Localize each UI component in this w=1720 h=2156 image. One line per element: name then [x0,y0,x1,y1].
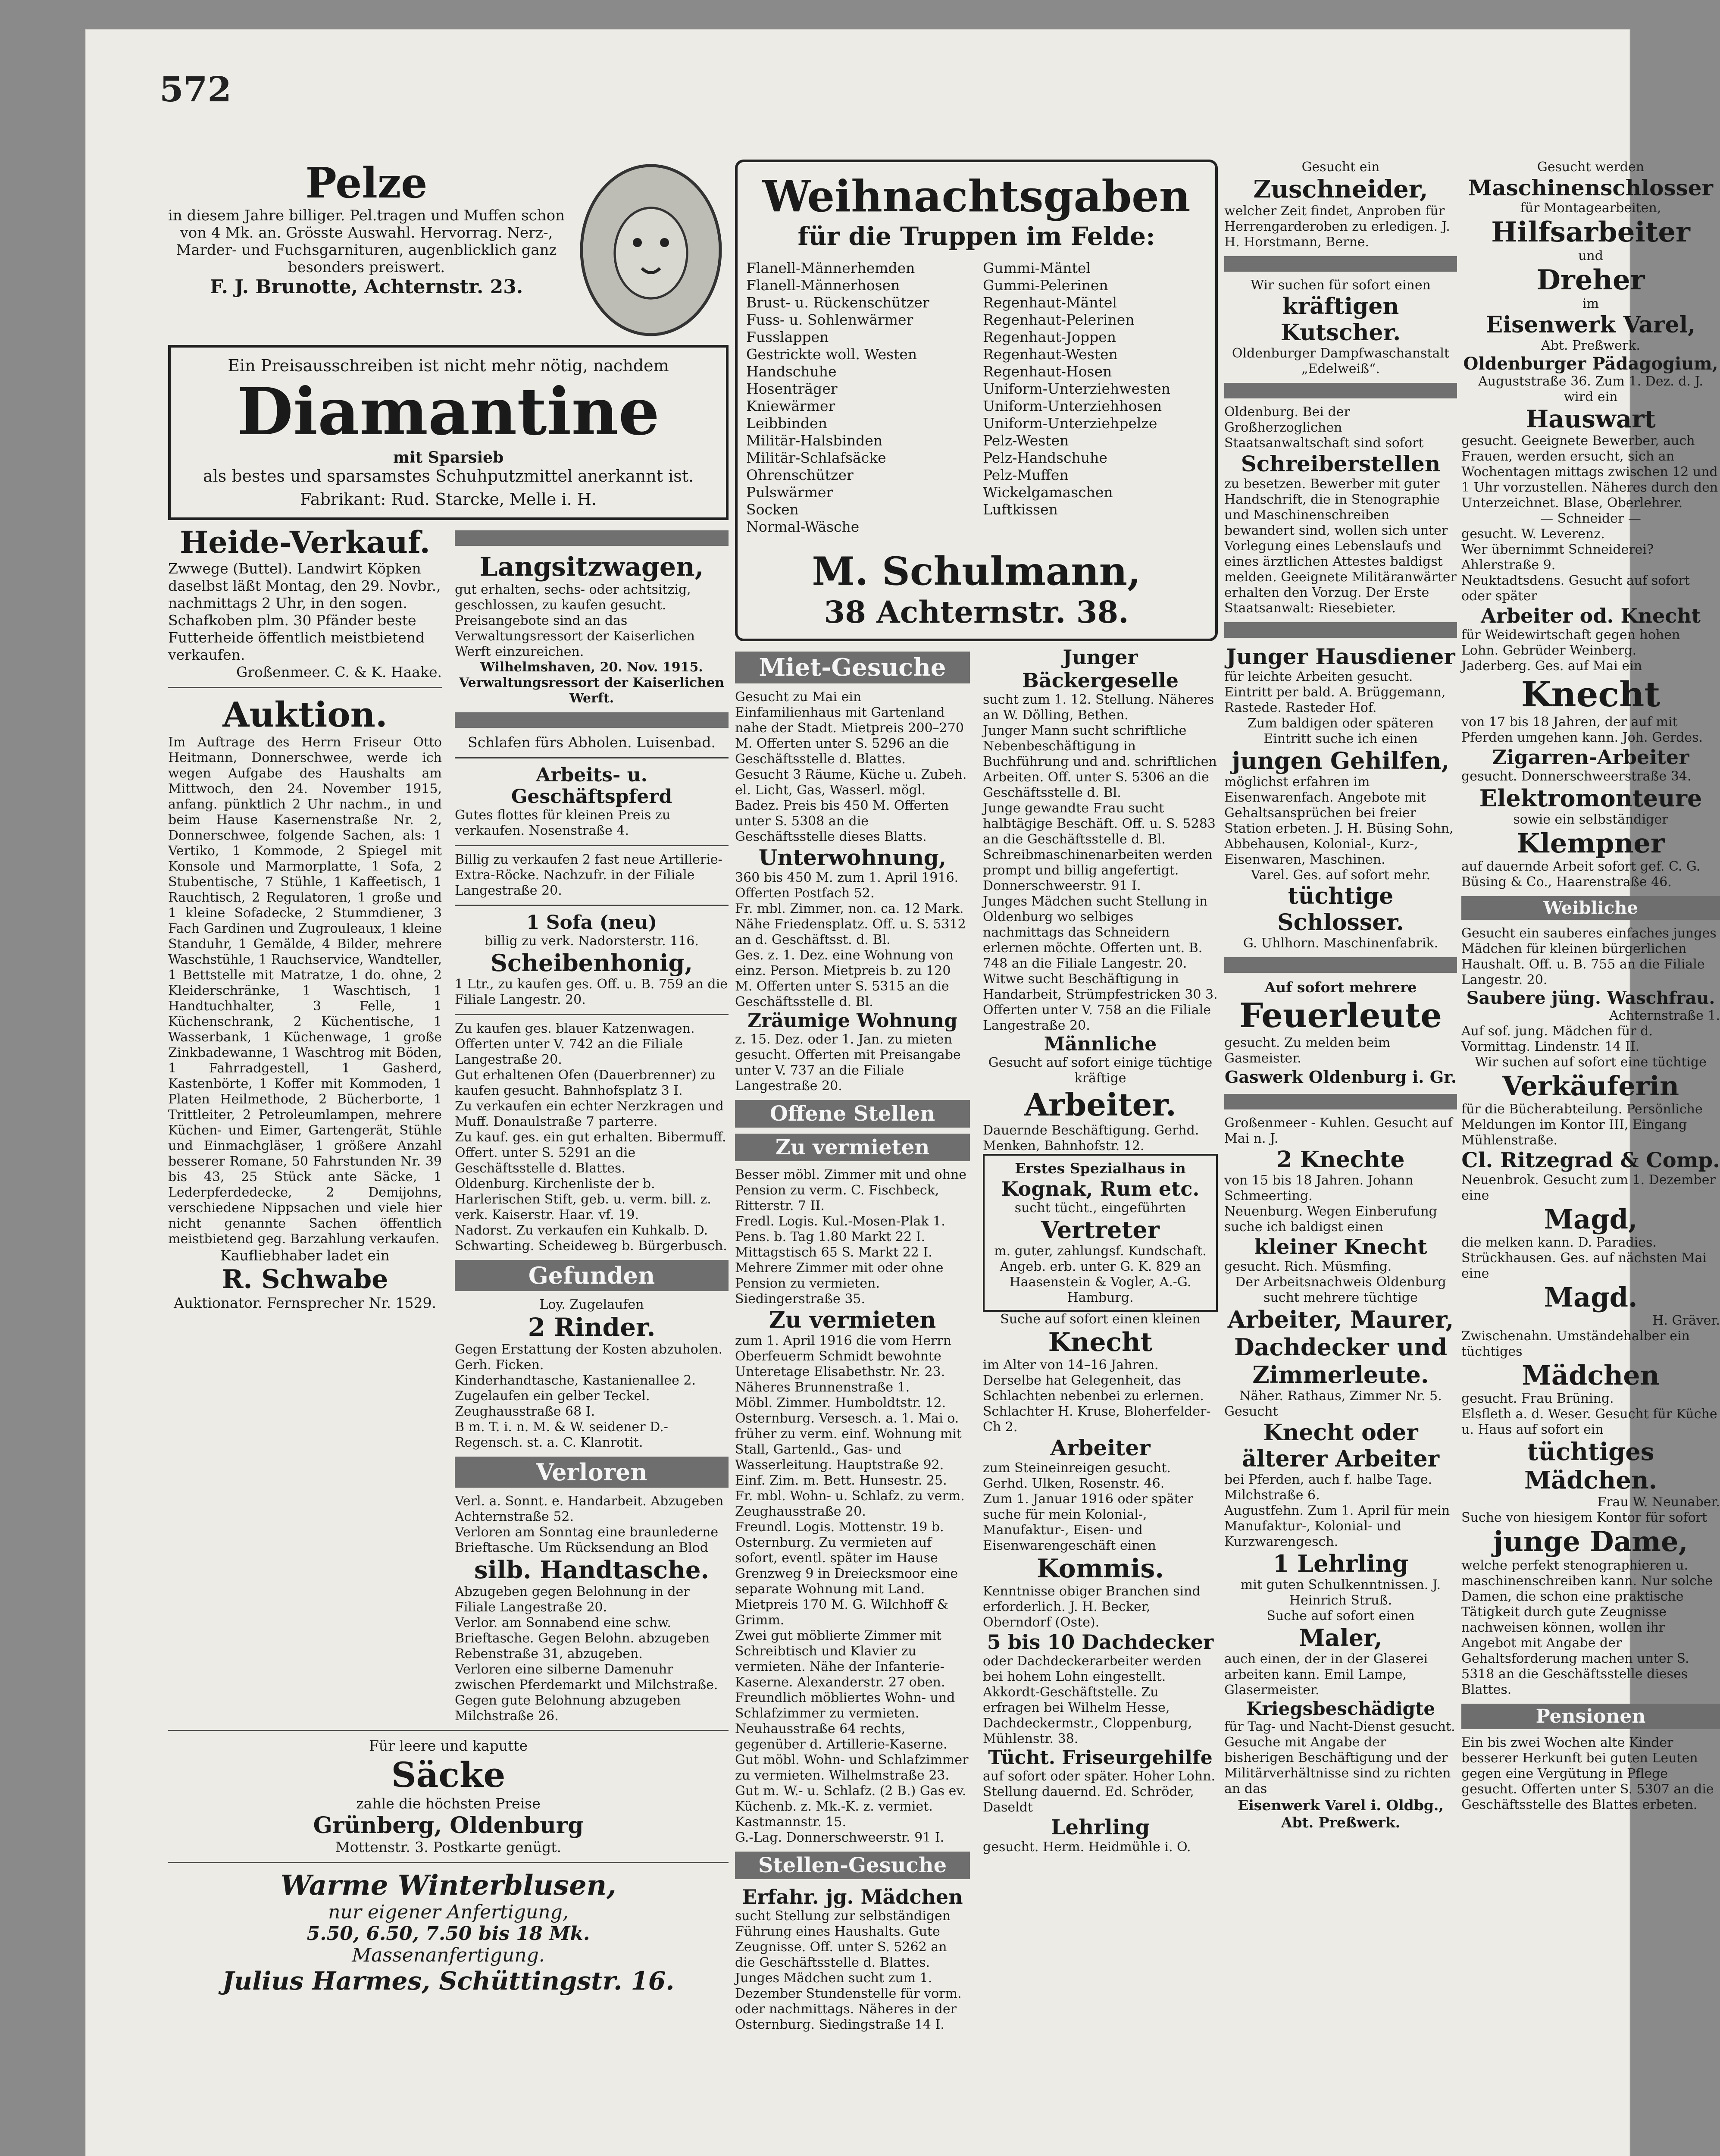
hauswart-title: Hauswart [1526,405,1656,433]
column-2b [983,646,1218,2033]
weibliche-heading: Weibliche [1461,896,1720,920]
verm-ad-7: Einf. Zim. m. Bett. Hunsestr. 25. [735,1473,947,1488]
miet-ad-2: Gesucht 3 Räume, Küche u. Zubeh. el. Licht, Gas, Wasserl. mögl. Badez. Preis bis 450 M. Offerten unter S. 5308 an die Geschäftsstelle dieses Blatts. [735,767,967,844]
weihnacht-list-item: Fuss- u. Sohlenwärmer [746,311,913,328]
verk-text: für die Bücherabteilung. Persönliche Meldungen im Kontor III, Eingang Mühlenstraße. [1461,1102,1703,1148]
maedchen-title: Mädchen [1522,1360,1660,1391]
zigarren-text: gesucht. Donnerschweerstraße 34. [1461,769,1692,784]
kognak-title: Kognak, Rum etc. [1001,1177,1200,1200]
misc-ad-8: Kinderhandtasche, Kastanienallee 2. [455,1373,696,1388]
column-1 [168,160,729,2156]
lehrling-text: mit guten Schulkenntnissen. J. Heinrich Struß. [1240,1577,1441,1608]
hauswart-text: gesucht. Geeignete Bewerber, auch Frauen, werden ersucht, sich an Wochentagen mittags zwischen 12 und 1 Uhr vorzustellen. Näheres durch den Unterzeichnet. Blase, Oberlehrer. [1461,433,1718,511]
weihnacht-title: Weihnachtsgaben [762,171,1191,222]
knecht-text: von 17 bis 18 Jahren, der auf mit Pferden umgehen kann. Joh. Gerdes. [1461,714,1703,745]
verm-ad-4: zum 1. April 1916 die vom Herrn Oberfeuerm Schmidt bewohnte Unteretage Elisabethstr. Nr. 23. Näheres Brunnenstraße 1. [735,1333,952,1395]
paed-text: Auguststraße 36. Zum 1. Dez. d. J. wird ein [1478,374,1703,404]
masch-text2: im [1582,296,1599,311]
column-1a [168,524,442,1724]
schneider-text: gesucht. W. Leverenz. [1461,526,1605,542]
weihnacht-list-item: Wickelgamaschen [983,484,1113,501]
weihnacht-list-item: Flanell-Männerhosen [746,277,900,294]
hilfs-title: Hilfsarbeiter [1491,216,1690,248]
schreib-ad: Schreibmaschinenarbeiten werden prompt und billig angefertigt. Donnerschweerstr. 91 I. [983,847,1213,893]
rinder-intro: Loy. Zugelaufen [539,1297,644,1312]
bluse-line1: nur eigener Anfertigung, [328,1901,569,1923]
diamantine-text: als bestes und sparsamstes Schuhputzmittel anerkannt ist. [203,467,694,486]
misc-ad-14: Verlor. am Sonnabend eine schw. Brieftasche. Gegen Belohn. abzugeben Rebenstraße 31, abzugeben. [455,1615,710,1661]
unterwohnung-text: 360 bis 450 M. zum 1. April 1916. Offerten Postfach 52. [735,870,959,901]
pferd-title: Arbeits- u. Geschäftspferd [511,764,672,808]
weihnacht-list-item: Regenhaut-Westen [983,346,1118,363]
maurer-text: Näher. Rathaus, Zimmer Nr. 5. [1239,1388,1442,1404]
misc-ad-7: Nadorst. Zu verkaufen ein Kuhkalb. D. Schwarting. Scheideweg b. Bürgerbusch. [455,1223,727,1253]
weihnacht-list-item: Regenhaut-Joppen [983,329,1116,345]
verloren-heading: Verloren [455,1457,729,1488]
arbeiter-knecht-text: für Weidewirtschaft gegen hohen Lohn. Gebrüder Weinberg. [1461,627,1680,658]
miet-ad-3: Fr. mbl. Zimmer, non. ca. 12 Mark. Nähe Friedensplatz. Off. u. S. 5312 an d. Geschäftsst. d. Bl. [735,901,966,947]
witwe-ad: Witwe sucht Beschäftigung in Handarbeit, Strümpfestricken 30 3. Offerten unter V. 758 an die Filiale Langestraße 20. [983,971,1218,1033]
misc-ad-4: Zu verkaufen ein echter Nerzkragen und Muff. Donaulstraße 7 parterre. [455,1099,724,1129]
weihnacht-right-list [983,260,1207,536]
dame-title: junge Dame, [1493,1526,1688,1558]
verm-ad-2: Fredl. Logis. Kul.-Mosen-Plak 1. Pens. b. Tag 1.80 Markt 22 I. Mittagstisch 65 S. Markt 22 I. [735,1214,945,1260]
lion-head-illustration [573,160,729,341]
weihnacht-list-item: Militär-Halsbinden [746,432,883,449]
column-1b [455,524,729,1724]
stellen-gesuche-heading: Stellen-Gesuche [735,1852,970,1879]
kutscher-intro: Wir suchen für sofort einen [1251,278,1431,293]
masch-title: Maschinenschlosser [1468,175,1713,201]
gehilfe-intro: Zum baldigen oder späteren Eintritt suche ich einen [1247,716,1434,746]
knecht-intro: Suche auf sofort einen kleinen [1000,1312,1201,1327]
pelze-title: Pelze [305,159,428,207]
klempner-title: Klempner [1517,827,1665,859]
heide-text: Zwwege (Buttel). Landwirt Köpken daselbst läßt Montag, den 29. Novbr., nachmittags 2 Uhr, in den sogen. Schafkoben plm. 30 Pfänder beste Futterheide öffentlich meistbietend verkaufen. [168,560,441,663]
misc-ad-1: Billig zu verkaufen 2 fast neue Artillerie-Extra-Röcke. Nachzufr. in der Filiale Langestraße 20. [455,852,722,898]
gefunden-heading: Gefunden [455,1260,729,1291]
unterwohnung-title: Unterwohnung, [758,845,947,870]
dreher-title: Dreher [1536,264,1645,296]
dachdecker-title: 5 bis 10 Dachdecker [987,1630,1214,1654]
weihnacht-list-item: Militär-Schlafsäcke [746,449,886,466]
weihnacht-list-item: Normal-Wäsche [746,518,860,535]
verm-ad-11: Zwei gut möblierte Zimmer mit Schreibtisch und Klavier zu vermieten. Nähe der Infanterie-Kaserne. Alexanderstr. 27 oben. [735,1628,945,1690]
feuer-intro: Auf sofort mehrere [1264,979,1417,996]
pension-text: Ein bis zwei Wochen alte Kinder besserer Herkunft bei guten Leuten gegen eine Vergütung in Pflege gesucht. Offerten unter S. 5307 an die Geschäftsstelle des Blattes erbeten. [1461,1735,1714,1812]
verk-title: Verkäuferin [1502,1070,1679,1102]
weihnacht-list-item: Pulswärmer [746,484,833,501]
vermieten-heading: Zu vermieten [735,1134,970,1161]
kognak-intro: Erstes Spezialhaus in [1015,1160,1186,1177]
weib-ad-1: Gesucht ein sauberes einfaches junges Mädchen für kleinen bürgerlichen Haushalt. Off. u. B. 755 an die Filiale Langestr. 20. [1461,926,1717,987]
miet-ad-4: Ges. z. 1. Dez. eine Wohnung von einz. Person. Mietpreis b. zu 120 M. Offerten unter S. 5315 an die Geschäftsstelle d. Bl. [735,948,954,1009]
raeumig-text: z. 15. Dez. oder 1. Jan. zu mieten gesucht. Offerten mit Preisangabe unter V. 737 an die Filiale Langestraße 20. [735,1032,961,1094]
kutscher-title: kräftigen Kutscher. [1280,293,1401,346]
feuer-text: gesucht. Zu melden beim Gasmeister. [1224,1035,1391,1066]
verm-title: Zu vermieten [769,1307,936,1333]
saecke-title: Säcke [391,1755,506,1795]
lehrling-text: gesucht. Herm. Heidmühle i. O. [983,1839,1191,1855]
knecht3-intro: Gesucht [1224,1404,1278,1419]
arbeiter2-text: zum Steineinreigen gesucht. Gerhd. Ulken, Rosenstr. 46. [983,1460,1171,1491]
dachdecker-text: oder Dachdeckerarbeiter werden bei hohem Lohn eingestellt. Akkordt-Geschäftstelle. Zu erfragen bei Wilhelm Hesse, Dachdeckermstr., Cloppenburg, Mühlenstr. 38. [983,1654,1202,1746]
newspaper-page [86,30,1720,2156]
tuecht-intro: Elsfleth a. d. Weser. Gesucht für Küche u. Haus auf sofort ein [1461,1407,1717,1437]
maedchen-text: gesucht. Frau Brüning. [1461,1391,1614,1406]
waschfrau-title: Saubere jüng. Waschfrau. [1466,988,1715,1008]
weihnacht-list-item: Handschuhe [746,363,837,380]
magd2-title: Magd. [1544,1282,1638,1313]
weihnacht-list-item: Regenhaut-Hosen [983,363,1112,380]
weihnacht-list-item: Gestrickte woll. Westen [746,346,917,363]
diamantine-ad [168,345,729,520]
verm-ad-3: Mehrere Zimmer mit oder ohne Pension zu vermieten. Siedingerstraße 35. [735,1260,944,1307]
auktion-text: Im Auftrage des Herrn Friseur Otto Heitmann, Donnerschwee, werde ich wegen Aufgabe des Haushalts am Mittwoch, den 24. November 1915, anfang. pünktlich 2 Uhr nachm., in und beim Hause Kasernenstraße Nr. 2, Donnerschwee, folgende Sachen, als: 1 Vertiko, 1 Kommode, 2 Spiegel mit Konsole und Marmorplatte, 1 Sofa, 2 Stubentische, 7 Stühle, 1 Kaffeetisch, 1 Rauchtisch, 2 Regulatoren, 1 große und 1 kleine Sofadecke, 2 Stummdiener, 3 Fach Gardinen und Zugrouleaux, 1 kleine Standuhr, 1 Gemälde, 4 Bilder, mehrere Waschstühle, 1 Rauchservice, Wandteller, 1 Bettstelle mit Matratze, 1 do. ohne, 2 Kleiderschränke, 1 Waschtisch, 1 Handtuchhalter, 3 Felle, 1 Küchenschrank, 2 Küchentische, 1 Wasserbank, 1 Küchenwage, 1 große Zinkbadewanne, 1 Waschtrog mit Böden, 1 Fahrradgestell, 1 Gasherd, Kastenbörte, 1 Koffer mit Kommoden, 1 Platen Heilmethode, 2 Bücherborte, 1 Trittleiter, 2 Petroleumlampen, mehrere Küchen- und Eimer, Gartengerät, Stühle und Einmachgläser, 1 größere Anzahl besserer Romane, 50 Fahrstunden Nr. 39 bis 43, 25 Stück ante Säcke, 1 Lederpferdedecke, 2 Demijohns, verschiedene Nippsachen und viele hier nicht genannte Sachen öffentlich meistbietend geg. Barzahlung verkaufen. [168,735,442,1247]
magd-title: Magd, [1544,1203,1638,1235]
weihnacht-ad [735,160,1218,641]
auktion-sign2: Auktionator. Fernsprecher Nr. 1529. [174,1294,436,1311]
weihnacht-address: 38 Achternstr. 38. [824,594,1129,630]
schlafen-ad: Schlafen fürs Abholen. Luisenbad. [468,734,716,751]
honig-text: 1 Ltr., zu kaufen ges. Off. u. B. 759 an die Filiale Langestr. 20. [455,977,728,1007]
weihnacht-list-item: Pelz-Handschuhe [983,449,1107,466]
verm-ad-5: Möbl. Zimmer. Humboldtstr. 12. [735,1395,946,1410]
arbeiter2-title: Arbeiter [1050,1435,1151,1460]
kognak-text: sucht tücht., eingeführten [1014,1200,1186,1216]
friseur-text: auf sofort oder später. Hoher Lohn. Stellung dauernd. Ed. Schröder, Daseldt [983,1769,1216,1815]
misc-ad-5: Zu kauf. ges. ein gut erhalten. Bibermuff. Offert. unter S. 5291 an die Geschäftsstelle d. Blattes. [455,1130,726,1176]
miet-heading: Miet-Gesuche [735,652,970,683]
schneider-ad-2: Wer übernimmt Schneiderei? Ahlerstraße 9. [1461,542,1654,573]
lehrling-intro: Augustfehn. Zum 1. April für mein Manufaktur-, Kolonial- und Kurzwarengesch. [1224,1503,1450,1549]
kriegs-title: Kriegsbeschädigte [1246,1698,1435,1719]
weihnacht-list-item: Socken [746,501,799,518]
column-3 [1224,160,1457,2156]
weihnacht-list-item: Uniform-Unterziehwesten [983,380,1171,397]
weihnacht-list-item: Leibbinden [746,415,827,432]
kommis-text: Kenntnisse obiger Branchen sind erforderlich. J. H. Becker, Oberndorf (Oste). [983,1584,1201,1630]
diamantine-intro: Ein Preisausschreiben ist nicht mehr nötig, nachdem [228,356,669,375]
verk-intro: Wir suchen auf sofort eine tüchtige [1475,1055,1707,1070]
weihnacht-firm: M. Schulmann, [812,548,1141,594]
kl-knecht-intro: Neuenburg. Wegen Einberufung suche ich baldigst einen [1224,1204,1437,1235]
weihnacht-list-item: Hosenträger [746,380,838,397]
und-text: und [1578,248,1603,263]
magd2-intro: Strückhausen. Ges. auf nächsten Mai eine [1461,1250,1707,1281]
feuer-firm: Gaswerk Oldenburg i. Gr. [1225,1067,1457,1087]
hausdiener-text: für leichte Arbeiten gesucht. Eintritt per bald. A. Brüggemann, Rastede. Rasteder Hof. [1224,669,1446,715]
schlosser-title: tüchtige Schlosser. [1277,883,1404,936]
weihnacht-list-item: Uniform-Unterziehhosen [983,398,1162,414]
weihnacht-list-item: Regenhaut-Pelerinen [983,311,1135,328]
miet-ad-1: Gesucht zu Mai ein Einfamilienhaus mit Gartenland nahe der Stadt. Mietpreis 200–270 M. Offerten unter S. 5296 an die Geschäftsstelle d. Blattes. [735,689,964,767]
knechte-title: 2 Knechte [1276,1147,1405,1173]
paed-title: Oldenburger Pädagogium, [1463,354,1718,374]
weihnacht-list-item: Flanell-Männerhemden [746,260,915,276]
misc-ad-9: Zugelaufen ein gelber Teckel. Zeughausstraße 68 I. [455,1388,650,1419]
arbeitsnachweis-intro: Der Arbeitsnachweis Oldenburg sucht mehrere tüchtige [1235,1275,1446,1305]
schneider-heading: — Schneider — [1540,511,1641,526]
magd-text: die melken kann. D. Paradies. [1461,1235,1657,1250]
weihnacht-list-item: Uniform-Unterziehpelze [983,415,1157,432]
saecke-firm: Grünberg, Oldenburg [313,1812,584,1839]
knecht3-text: bei Pferden, auch f. halbe Tage. Milchstraße 6. [1224,1472,1432,1503]
kognak-ad [983,1154,1218,1312]
lehrling-title: Lehrling [1051,1815,1150,1839]
pelze-text: in diesem Jahre billiger. Pel.tragen und Muffen schon von 4 Mk. an. Grösste Auswahl. Hervorrag. Nerz-, Marder- und Fuchsgarnituren, augenblicklich ganz besonders preiswert. [168,207,565,276]
raeumig-title: Zräumige Wohnung [747,1010,958,1032]
dame-intro: Suche von hiesigem Kontor für sofort [1461,1510,1707,1525]
weihnacht-list-item: Brust- u. Rückenschützer [746,294,929,311]
page-number: 572 [159,69,231,110]
misc-ad-6: Oldenburg. Kirchenliste der b. Harlerischen Stift, geb. u. verm. bill. z. verk. Kaiserstr. Haar. vf. 19. [455,1176,711,1222]
kutscher-text: Oldenburger Dampfwaschanstalt „Edelweiß“. [1232,346,1450,376]
elektro-title: Elektromonteure [1479,784,1702,812]
rinder-title: 2 Rinder. [528,1313,656,1342]
varel-text: Abt. Preßwerk. [1541,338,1640,353]
verm-ad-14: Gut m. W.- u. Schlafz. (2 B.) Gas ev. Küchenb. z. Mk.-K. z. vermiet. Kastmannstr. 15. [735,1783,966,1830]
frau-ad: Junge gewandte Frau sucht halbtägige Beschäft. Off. u. S. 5283 an die Geschäftsstelle d. Bl. [983,801,1216,847]
pferd-text: Gutes flottes für kleinen Preis zu verkaufen. Nosenstraße 4. [455,808,671,838]
misc-ad-12: Verloren am Sonntag eine braunlederne Brieftasche. Um Rücksendung an Blod [455,1525,719,1555]
klempner-text: auf dauernde Arbeit sofort gef. C. G. Büsing & Co., Haarenstraße 46. [1461,859,1701,890]
auktion-sign1: Kaufliebhaber ladet ein [220,1247,390,1264]
gehilfe-title: jungen Gehilfen, [1232,747,1450,774]
friseur-title: Tücht. Friseurgehilfe [988,1747,1213,1769]
bluse-firm: Julius Harmes, Schüttingstr. 16. [222,1966,675,1996]
bluse-title: Warme Winterblusen, [280,1869,616,1902]
rinder-text: Gegen Erstattung der Kosten abzuholen. Gerh. Ficken. [455,1342,722,1373]
schlosser-intro: Varel. Ges. auf sofort mehr. [1251,868,1431,883]
masch-intro: Gesucht werden [1537,160,1645,175]
schreib-intro: Oldenburg. Bei der Großherzoglichen Staatsanwaltschaft sind sofort [1224,404,1424,451]
heide-title: Heide-Verkauf. [180,524,430,560]
verm-ad-12: Freundlich möbliertes Wohn- und Schlafzimmer zu vermieten. Neuhausstraße 64 rechts, gegenüber d. Artillerie-Kaserne. [735,1690,955,1752]
dame-text: welche perfekt stenographieren u. maschinenschreiben kann. Nur solche Damen, die schon eine praktische Tätigkeit durch gute Zeugnisse nachweisen können, wollen ihr Angebot mit Angabe der Gehaltsforderung machen unter S. 5318 an die Geschäftsstelle dieses Blattes. [1461,1558,1713,1697]
maedchen-ad: Junges Mädchen sucht Stellung in Oldenburg wo selbiges nachmittags das Schneidern erlernen möchte. Offerten unt. B. 748 an die Filiale Langestr. 20. [983,894,1208,971]
weihnacht-list-item: Pelz-Westen [983,432,1069,449]
schreib-text: zu besetzen. Bewerber mit guter Handschrift, die in Stenographie und Maschinenschreiben bewandert sind, wollen sich unter Vorlegung eines Lebenslaufs und eines ärztlichen Attestes baldigst melden. Geeignete Militäranwärter erhalten den Vorzug. Der Erste Staatsanwalt: Riesebieter. [1224,476,1457,616]
weihnacht-left-list [746,260,970,536]
zuschneider-text: welcher Zeit findet, Anproben für Herrengarderoben zu erledigen. J. H. Horstmann, Berne. [1224,204,1450,250]
diamantine-sub: mit Sparsieb [393,448,504,467]
zigarren-title: Zigarren-Arbeiter [1492,746,1689,769]
kl-knecht-title: kleiner Knecht [1254,1235,1427,1259]
feuer-title: Feuerleute [1239,996,1442,1035]
weihnacht-list-item: Pelz-Muffen [983,467,1069,483]
auktion-title: Auktion. [222,694,388,735]
weihnacht-list-item: Ohrenschützer [746,467,854,483]
maurer-title: Arbeiter, Maurer, Dachdecker und Zimmerleute. [1227,1306,1454,1388]
baecker-text: sucht zum 1. 12. Stellung. Näheres an W. Dölling, Bethen. [983,692,1214,723]
weihnacht-sub: für die Truppen im Felde: [797,222,1155,251]
honig-title: Scheibenhonig, [491,949,693,977]
hausdiener-title: Junger Hausdiener [1226,644,1455,669]
langsitz-sign: Wilhelmshaven, 20. Nov. 1915. Verwaltungsressort der Kaiserlichen Werft. [459,660,724,706]
heide-sign: Großenmeer. C. & K. Haake. [236,664,442,680]
arbeiter-text: Dauernde Beschäftigung. Gerhd. Menken, Bahnhofstr. 12. [983,1123,1199,1153]
weihnacht-list-item: Regenhaut-Mäntel [983,294,1117,311]
kommis-title: Kommis. [1036,1554,1164,1584]
magd-intro: Neuenbrok. Gesucht zum 1. Dezember eine [1461,1172,1716,1203]
baecker-title: Junger Bäckergeselle [1022,646,1179,692]
arbeiter-knecht-title: Arbeiter od. Knecht [1481,604,1701,627]
knecht-title: Knecht [1048,1327,1153,1357]
tuecht-title: tüchtiges Mädchen. [1524,1438,1657,1495]
weib-ad-2: Auf sof. jung. Mädchen für d. Vormittag. Lindenstr. 14 II. [1461,1024,1653,1054]
sofa-text: billig zu verk. Nadorsterstr. 116. [485,934,699,949]
weihnacht-list-item: Kniewärmer [746,398,835,414]
misc-ad-10: B m. T. i. n. M. & W. seidener D.-Regensch. st. a. C. Klanrotit. [455,1420,668,1450]
verm-ad-13: Gut möbl. Wohn- und Schlafzimmer zu vermieten. Wilhelmstraße 23. [735,1752,969,1783]
knecht-title: Knecht [1521,674,1661,714]
weihnacht-list-item: Gummi-Mäntel [983,260,1091,276]
column-2 [735,160,1218,2156]
arbeiter-intro: Gesucht auf sofort einige tüchtige kräftige [988,1055,1213,1086]
misc-ad-15: Verloren eine silberne Damenuhr zwischen Pferdemarkt und Milchstraße. Gegen gute Belohnung abzugeben Milchstraße 26. [455,1662,718,1724]
divider [168,687,442,688]
gehilfe-text: möglichst erfahren im Eisenwarenfach. Angebote mit Gehaltsansprüchen bei freier Station erbeten. J. H. Büsing Sohn, Abbehausen, Kolonial-, Kurz-, Eisenwaren, Maschinen. [1224,774,1454,867]
arbeiter-knecht-intro: Neuktadtsdens. Gesucht auf sofort oder später [1461,573,1690,604]
tuecht-text: Frau W. Neunaber. [1597,1495,1720,1510]
saecke-address: Mottenstr. 3. Postkarte genügt. [335,1839,561,1855]
maler-title: Maler, [1299,1624,1382,1651]
verm-ad-9: Freundl. Logis. Mottenstr. 19 b. [735,1520,944,1535]
vertreter-title: Vertreter [1041,1216,1160,1244]
kl-knecht-text: gesucht. Rich. Müsmfing. [1224,1259,1392,1274]
kriegs-text: für Tag- und Nacht-Dienst gesucht. Gesuche mit Angabe der bisherigen Beschäftigung und der Militärverhältnisse sind zu richten an das [1224,1719,1455,1796]
saecke-text: zahle die höchsten Preise [356,1795,541,1812]
pelze-ad [168,160,729,341]
misc-ad-3: Gut erhaltenen Ofen (Dauerbrenner) zu kaufen gesucht. Bahnhofsplatz 3 I. [455,1068,716,1098]
knechte-text: von 15 bis 18 Jahren. Johann Schmeerting. [1224,1173,1414,1203]
knecht-intro: Jaderberg. Ges. auf Mai ein [1461,658,1642,674]
diamantine-maker: Fabrikant: Rud. Starcke, Melle i. H. [300,490,597,509]
elektro-text: sowie ein selbständiger [1513,812,1668,827]
pelze-firm: F. J. Brunotte, Achternstr. 23. [210,276,523,298]
column-4 [1461,160,1720,2156]
knecht-text: im Alter von 14–16 Jahren. Derselbe hat Gelegenheit, das Schlachten nebenbei zu erlernen. Schlachter H. Kruse, Bloherfelder-Ch 2. [983,1357,1211,1435]
knecht3-title: Knecht oder älterer Arbeiter [1242,1420,1439,1472]
sofa-title: 1 Sofa (neu) [526,912,657,934]
handtasche-title: silb. Handtasche. [474,1556,709,1584]
langsitz-text: gut erhalten, sechs- oder achtsitzig, geschlossen, zu kaufen gesucht. Preisangebote sind an das Verwaltungsressort der Kaiserlichen Werft einzureichen. [455,582,695,659]
magd2-text: H. Gräver. [1652,1313,1720,1328]
vertreter-text: m. guter, zahlungsf. Kundschaft. Angeb. erb. unter G. K. 829 an Haasenstein & Vogler, A.-G. Hamburg. [994,1244,1207,1305]
zuschneider-intro: Gesucht ein [1301,160,1380,175]
verm-ad-8: Fr. mbl. Wohn- u. Schlafz. zu verm. Zeughausstraße 20. [735,1489,965,1519]
offene-stellen-heading: Offene Stellen [735,1100,970,1128]
verm-ad-10: Osternburg. Zu vermieten auf sofort, eventl. später im Hause Grenzweg 9 in Dreiecksmoor eine separate Wohnung mit Land. Mietpreis 170 M. G. Wilchhoff & Grimm. [735,1535,958,1628]
auktion-name: R. Schwabe [222,1264,388,1294]
maler-intro: Suche auf sofort einen [1267,1608,1415,1623]
schlosser-text: G. Uhlhorn. Maschinenfabrik. [1243,936,1439,951]
erf-title: Erfahr. jg. Mädchen [742,1885,963,1908]
maler-text: auch einen, der in der Glaserei arbeiten kann. Emil Lampe, Glasermeister. [1224,1651,1428,1698]
weihnacht-list-item: Fusslappen [746,329,829,345]
verm-ad-1: Besser möbl. Zimmer mit und ohne Pension zu verm. C. Fischbeck, Ritterstr. 7 II. [735,1167,967,1213]
misc-ad-11: Verl. a. Sonnt. e. Handarbeit. Abzugeben Achternstraße 52. [455,1494,724,1524]
erf-text: sucht Stellung zur selbständigen Führung eines Haushalts. Gute Zeugnisse. Off. unter S. 5262 an die Geschäftsstelle d. Blattes. [735,1908,951,1970]
weihnacht-list-item: Gummi-Pelerinen [983,277,1108,294]
kriegs-firm: Eisenwerk Varel i. Oldbg., Abt. Preßwerk. [1238,1797,1444,1831]
verk-firm: Cl. Ritzegrad & Comp. [1461,1148,1720,1172]
knechte-intro: Großenmeer - Kuhlen. Gesucht auf Mai n. J. [1224,1116,1453,1146]
erf-ad-2: Junges Mädchen sucht zum 1. Dezember Stundenstelle für vorm. oder nachmittags. Näheres in der Osternburg. Siedingstraße 14 I. [735,1971,962,2032]
verm-ad-15: G.-Lag. Donnerschweerstr. 91 I. [735,1830,944,1845]
kommis-intro: Zum 1. Januar 1916 oder später suche für mein Kolonial-, Manufaktur-, Eisen- und Eisenwarengeschäft einen [983,1492,1194,1553]
langsitz-title: Langsitzwagen, [479,552,704,582]
lehrling-title: 1 Lehrling [1273,1550,1409,1577]
misc-ad-2: Zu kaufen ges. blauer Katzenwagen. Offerten unter V. 742 an die Filiale Langestraße 20. [455,1021,695,1067]
arbeiter-title: Arbeiter. [1024,1086,1176,1123]
column-2a [735,646,970,2033]
weihnacht-list-item: Luftkissen [983,501,1058,518]
verm-ad-6: Osternburg. Versesch. a. 1. Mai o. früher zu verm. einf. Wohnung mit Stall, Gartenld., Gas- und Wasserleitung. Hauptstraße 92. [735,1411,962,1473]
saecke-intro: Für leere und kaputte [369,1737,528,1754]
junger-mann-ad: Junger Mann sucht schriftliche Nebenbeschäftigung in Buchführung und and. schriftlichen Arbeiten. Off. unter S. 5306 an die Geschäftsstelle d. Bl. [983,723,1217,800]
schreib-title: Schreiberstellen [1241,451,1441,476]
masch-text1: für Montagearbeiten, [1520,201,1661,216]
pension-heading: Pensionen [1461,1704,1720,1729]
diamantine-title: Diamantine [237,374,660,450]
maennliche-heading: Männliche [1044,1033,1157,1055]
misc-ad-13: Abzugeben gegen Belohnung in der Filiale Langestraße 20. [455,1584,690,1615]
bluse-prices: 5.50, 6.50, 7.50 bis 18 Mk. [306,1923,590,1945]
maedchen-intro: Zwischenahn. Umständehalber ein tüchtiges [1461,1329,1690,1359]
zuschneider-title: Zuschneider, [1253,175,1428,204]
bluse-line2: Massenanfertigung. [352,1944,545,1966]
waschfrau-text: Achternstraße 1. [1609,1008,1720,1023]
varel-title: Eisenwerk Varel, [1485,312,1696,338]
